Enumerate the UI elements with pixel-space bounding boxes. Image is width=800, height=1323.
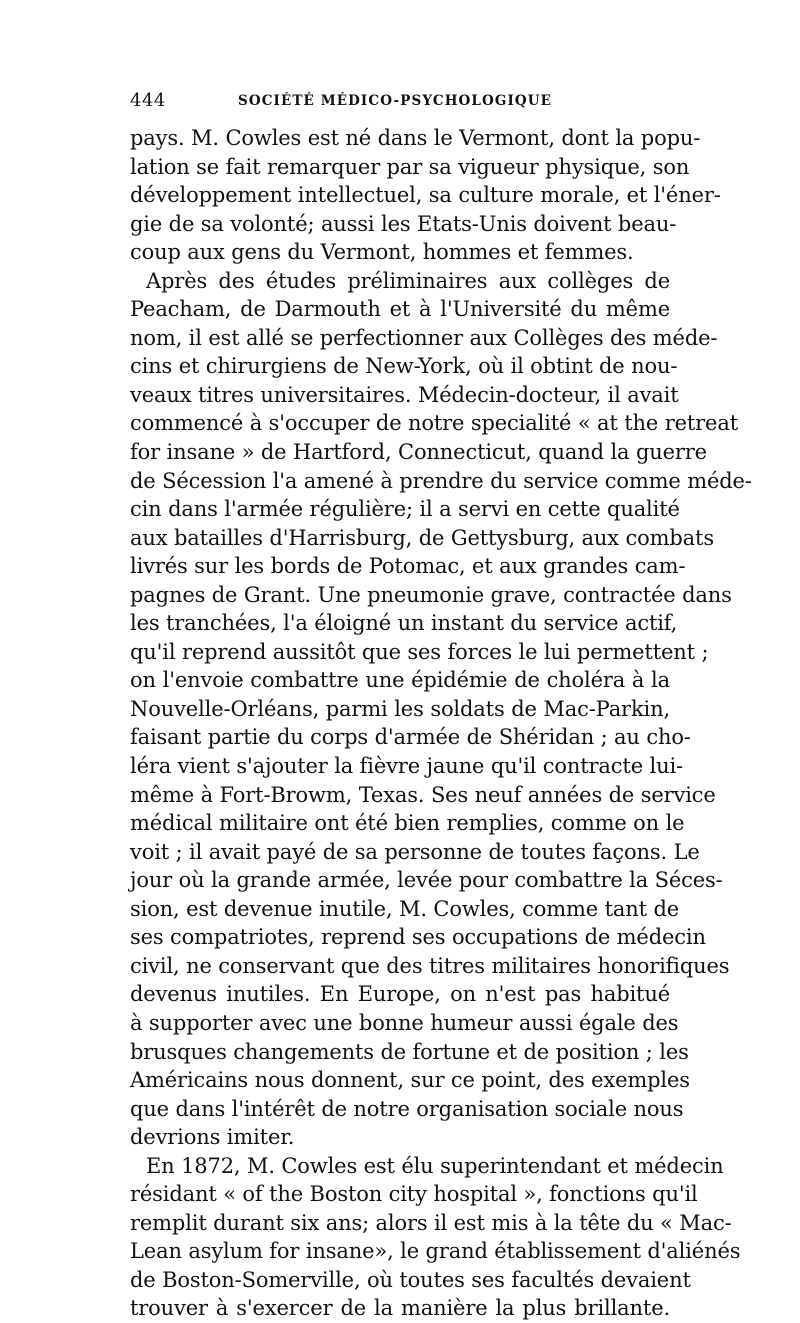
page-number: 444 [130, 90, 166, 111]
text-line: Lean asylum for insane», le grand établissement d'aliénés [130, 1239, 741, 1264]
text-line: for insane » de Hartford, Connecticut, quand la guerre [130, 440, 707, 465]
text-line: trouver à s'exercer de la manière la plus brillante. [130, 1296, 670, 1321]
text-line: jour où la grande armée, levée pour combattre la Séces- [130, 868, 723, 893]
text-line: développement intellectuel, sa culture morale, et l'éner- [130, 183, 721, 208]
text-line: de Sécession l'a amené à prendre du service comme méde- [130, 468, 752, 493]
text-line: pays. M. Cowles est né dans le Vermont, dont la popu- [130, 126, 701, 150]
text-line: devenus inutiles. En Europe, on n'est pas habitué [130, 982, 670, 1007]
text-line: les tranchées, l'a éloigné un instant du service actif, [130, 611, 678, 636]
text-line: nom, il est allé se perfectionner aux Collèges des méde- [130, 325, 718, 350]
text-line: cin dans l'armée régulière; il a servi en cette qualité [130, 497, 680, 522]
text-line: faisant partie du corps d'armée de Shéridan ; au cho- [130, 725, 691, 750]
text-line: on l'envoie combattre une épidémie de choléra à la [130, 668, 670, 693]
text-line: même à Fort-Browm, Texas. Ses neuf années de service [130, 782, 716, 807]
text-line: qu'il reprend aussitôt que ses forces le lui permettent ; [130, 639, 709, 664]
text-line: médical militaire ont été bien remplies, comme on le [130, 811, 685, 836]
text-line: Américains nous donnent, sur ce point, des exemples [130, 1068, 690, 1093]
text-line: commencé à s'occuper de notre specialité « at the retreat [130, 411, 738, 436]
book-page [130, 84, 752, 1323]
text-line: remplit durant six ans; alors il est mis à la tête du « Mac- [130, 1210, 732, 1235]
text-line: voit ; il avait payé de sa personne de toutes façons. Le [130, 839, 700, 864]
text-line: que dans l'intérêt de notre organisation sociale nous [130, 1096, 684, 1121]
text-line: sion, est devenue inutile, M. Cowles, comme tant de [130, 896, 680, 921]
text-line: devrions imiter. [130, 1125, 295, 1150]
text-line: pagnes de Grant. Une pneumonie grave, contractée dans [130, 582, 732, 607]
text-line: ses compatriotes, reprend ses occupations de médecin [130, 925, 706, 950]
header-title: SOCIÉTÉ MÉDICO-PSYCHOLOGIQUE [238, 93, 553, 109]
body-text [130, 124, 752, 1323]
running-header [130, 84, 670, 124]
text-line: à supporter avec une bonne humeur aussi égale des [130, 1010, 679, 1035]
text-line: léra vient s'ajouter la fièvre jaune qu'il contracte lui- [130, 754, 683, 779]
text-line: Peacham, de Darmouth et à l'Université du même [130, 297, 670, 322]
text-line: coup aux gens du Vermont, hommes et femmes. [130, 240, 634, 265]
text-line: lation se fait remarquer par sa vigueur physique, son [130, 154, 690, 179]
text-line: civil, ne conservant que des titres militaires honorifiques [130, 953, 730, 978]
text-line: livrés sur les bords de Potomac, et aux grandes cam- [130, 554, 686, 579]
paragraph-start-line: En 1872, M. Cowles est élu superintendant et médecin [146, 1153, 724, 1178]
text-line: cins et chirurgiens de New-York, où il obtint de nou- [130, 354, 678, 379]
text-line: résidant « of the Boston city hospital », fonctions qu'il [130, 1182, 698, 1207]
text-line: brusques changements de fortune et de position ; les [130, 1039, 689, 1064]
paragraph-start-line: Après des études préliminaires aux collèges de [146, 268, 670, 293]
text-line: gie de sa volonté; aussi les Etats-Unis doivent beau- [130, 211, 677, 236]
text-line: veaux titres universitaires. Médecin-docteur, il avait [130, 382, 679, 407]
text-line: Nouvelle-Orléans, parmi les soldats de Mac-Parkin, [130, 696, 670, 721]
text-line: de Boston-Somerville, où toutes ses facultés devaient [130, 1267, 691, 1292]
text-line: aux batailles d'Harrisburg, de Gettysburg, aux combats [130, 525, 714, 550]
